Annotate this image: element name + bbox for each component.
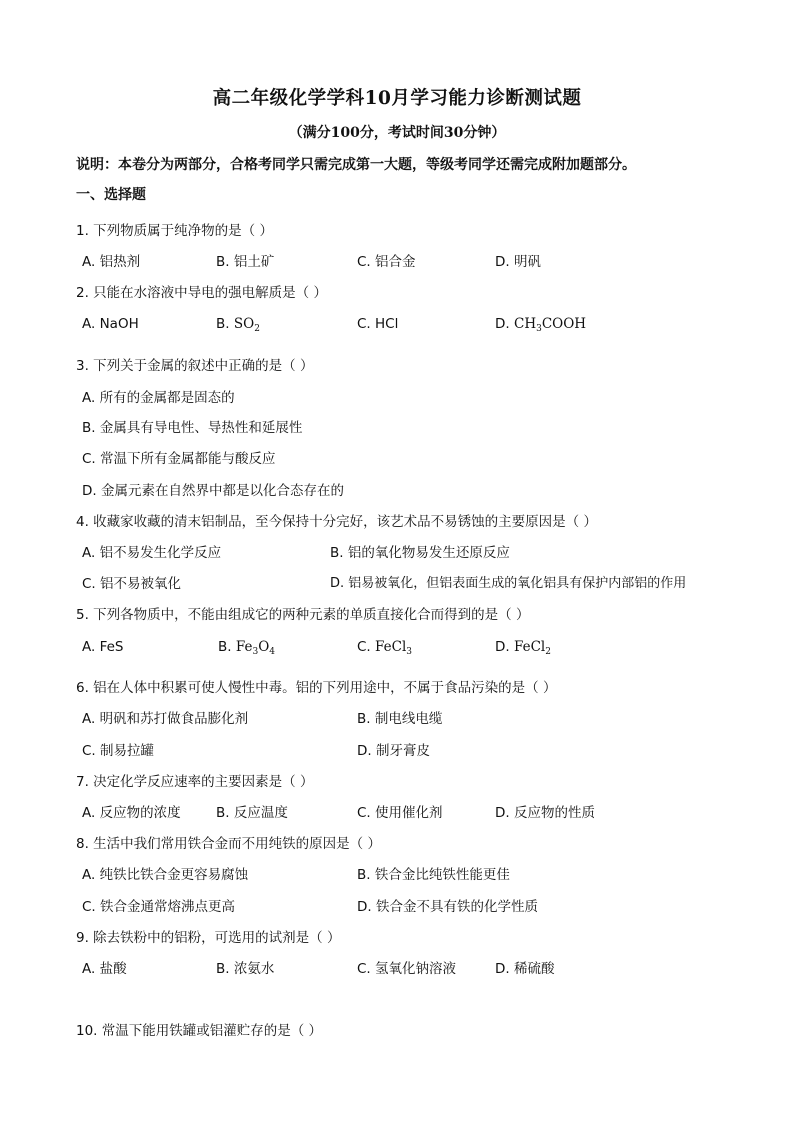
- question-stem: 9. 除去铁粉中的铝粉，可选用的试剂是（ ）: [76, 930, 341, 946]
- option-c: C. 制易拉罐: [82, 743, 155, 759]
- option-c: C. 常温下所有金属都能与酸反应: [82, 451, 276, 467]
- option-b: B. 铝的氧化物易发生还原反应: [330, 545, 510, 561]
- page-subtitle: （满分100分，考试时间30分钟）: [288, 125, 506, 141]
- option-b: B. 金属具有导电性、导热性和延展性: [82, 420, 303, 436]
- option-d: D. $CH_3COOH$: [495, 316, 587, 334]
- option-a: A. 铝不易发生化学反应: [82, 545, 222, 561]
- option-d: D. 稀硫酸: [495, 961, 555, 977]
- option-a: A. 反应物的浓度: [82, 805, 181, 821]
- option-c: C. 铁合金通常熔沸点更高: [82, 899, 236, 915]
- option-c: C. FeCl$_3$: [357, 639, 413, 657]
- question-stem: 10. 常温下能用铁罐或铝灌贮存的是（ ）: [76, 1023, 323, 1039]
- option-d: D. 制牙膏皮: [357, 743, 430, 759]
- option-c: C. 氢氧化钠溶液: [357, 961, 457, 977]
- question-stem: 5. 下列各物质中，不能由组成它的两种元素的单质直接化合而得到的是（ ）: [76, 607, 530, 623]
- option-b: B. 制电线电缆: [357, 711, 443, 727]
- option-d: D. FeCl$_2$: [495, 639, 551, 657]
- option-a: A. 铝热剂: [82, 254, 141, 270]
- question-stem: 4. 收藏家收藏的清末铝制品，至今保持十分完好，该艺术品不易锈蚀的主要原因是（ ）: [76, 514, 597, 530]
- option-d: D. 金属元素在自然界中都是以化合态存在的: [82, 483, 344, 499]
- option-a: A. FeS: [82, 639, 124, 655]
- option-b: B. 铁合金比纯铁性能更佳: [357, 867, 510, 883]
- option-c: C. 使用催化剂: [357, 805, 443, 821]
- option-b: B. $Fe_3O_4$: [218, 639, 276, 657]
- option-a: A. 所有的金属都是固态的: [82, 390, 235, 406]
- option-c: C. 铝不易被氧化: [82, 576, 182, 592]
- page-title: 高二年级化学学科10月学习能力诊断测试题: [212, 88, 582, 109]
- section-heading: 一、选择题: [76, 187, 146, 203]
- option-c: C. 铝合金: [357, 254, 416, 270]
- option-b: B. 反应温度: [216, 805, 288, 821]
- option-a: A. 明矾和苏打做食品膨化剂: [82, 711, 249, 727]
- instructions-note: 说明：本卷分为两部分，合格考同学只需完成第一大题，等级考同学还需完成附加题部分。: [76, 157, 636, 173]
- question-stem: 6. 铝在人体中积累可使人慢性中毒。铝的下列用途中，不属于食品污染的是（ ）: [76, 680, 557, 696]
- question-stem: 8. 生活中我们常用铁合金而不用纯铁的原因是（ ）: [76, 836, 381, 852]
- question-stem: 1. 下列物质属于纯净物的是（ ）: [76, 223, 273, 239]
- option-a: A. NaOH: [82, 316, 139, 332]
- option-b: B. 铝土矿: [216, 254, 275, 270]
- option-a: A. 纯铁比铁合金更容易腐蚀: [82, 867, 249, 883]
- option-c: C. HCl: [357, 316, 399, 332]
- option-b: B. $SO_2$: [216, 316, 260, 334]
- question-stem: 2. 只能在水溶液中导电的强电解质是（ ）: [76, 285, 327, 301]
- question-stem: 3. 下列关于金属的叙述中正确的是（ ）: [76, 358, 314, 374]
- option-d: D. 明矾: [495, 254, 541, 270]
- option-d: D. 反应物的性质: [495, 805, 595, 821]
- option-a: A. 盐酸: [82, 961, 127, 977]
- option-d: D. 铝易被氧化，但铝表面生成的氧化铝具有保护内部铝的作用: [330, 576, 687, 591]
- option-b: B. 浓氨水: [216, 961, 275, 977]
- option-d: D. 铁合金不具有铁的化学性质: [357, 899, 538, 915]
- question-stem: 7. 决定化学反应速率的主要因素是（ ）: [76, 774, 314, 790]
